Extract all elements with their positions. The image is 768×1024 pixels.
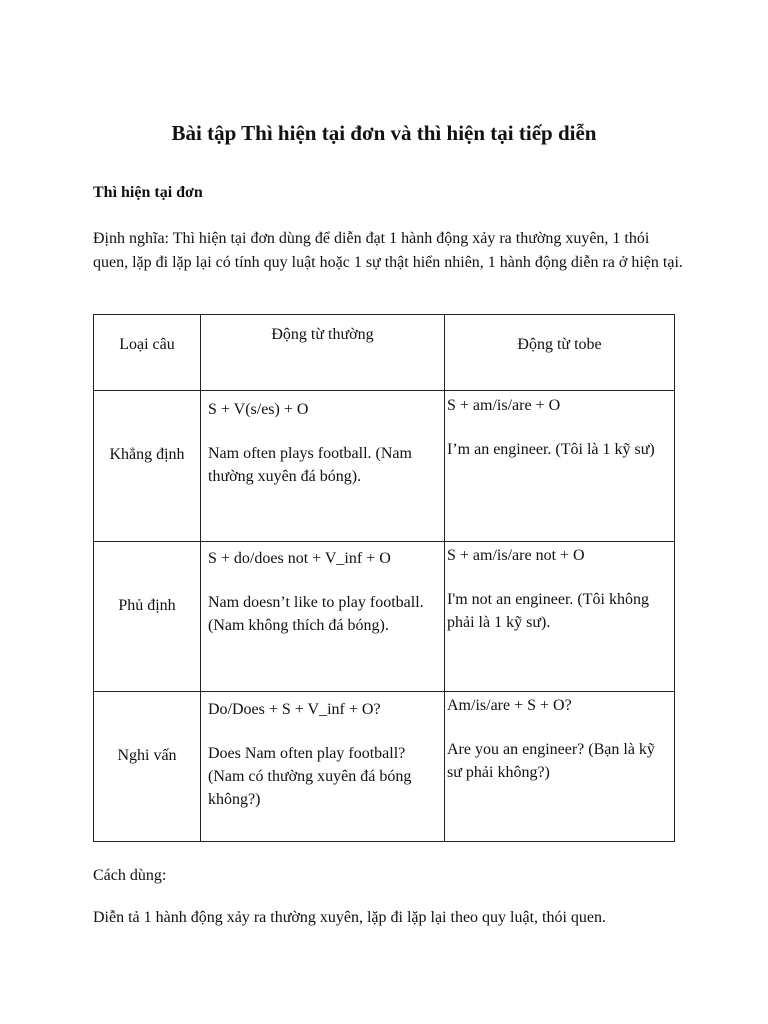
affirmative-tobe-formula: S + am/is/are + O — [447, 397, 561, 414]
negative-regular-example: Nam doesn’t like to play football. (Nam không thích đá bóng). — [208, 594, 424, 634]
negative-regular-formula: S + do/does not + V_inf + O — [208, 550, 391, 567]
negative-tobe-cell — [447, 544, 669, 634]
affirmative-regular-cell — [208, 398, 440, 488]
section-heading: Thì hiện tại đơn — [93, 184, 203, 201]
interrogative-tobe-example: Are you an engineer? (Bạn là kỹ sư phải không?) — [447, 741, 655, 781]
affirmative-regular-formula: S + V(s/es) + O — [208, 401, 309, 418]
negative-regular-cell — [208, 547, 440, 637]
affirmative-tobe-cell — [447, 394, 669, 461]
document-title: Bài tập Thì hiện tại đơn và thì hiện tại tiếp diễn — [171, 121, 597, 145]
table-row-divider — [94, 541, 674, 542]
header-tobe-verb: Động từ tobe — [517, 336, 602, 353]
interrogative-tobe-formula: Am/is/are + S + O? — [447, 697, 572, 714]
row-type-negative: Phủ định — [118, 597, 176, 614]
interrogative-regular-formula: Do/Does + S + V_inf + O? — [208, 701, 381, 718]
table-row-divider — [94, 691, 674, 692]
interrogative-regular-cell — [208, 698, 440, 811]
negative-tobe-formula: S + am/is/are not + O — [447, 547, 585, 564]
row-type-affirmative: Khẳng định — [109, 446, 185, 463]
interrogative-regular-example: Does Nam often play football? (Nam có thường xuyên đá bóng không?) — [208, 745, 412, 808]
table-row-divider — [94, 390, 674, 391]
definition-paragraph: Định nghĩa: Thì hiện tại đơn dùng để diễn đạt 1 hành động xảy ra thường xuyên, 1 thói quen, lặp đi lặp lại có tính quy luật hoặc 1 sự thật hiển nhiên, 1 hành động diễn ra ở hiện tại. — [93, 230, 683, 271]
grammar-table — [93, 314, 675, 842]
table-column-divider — [444, 315, 445, 841]
header-regular-verb: Động từ thường — [271, 326, 374, 343]
header-sentence-type: Loại câu — [119, 336, 175, 353]
interrogative-tobe-cell — [447, 694, 669, 784]
table-column-divider — [200, 315, 201, 841]
usage-paragraph: Diễn tả 1 hành động xảy ra thường xuyên, lặp đi lặp lại theo quy luật, thói quen. — [93, 909, 607, 926]
usage-label: Cách dùng: — [93, 867, 167, 884]
affirmative-regular-example: Nam often plays football. (Nam thường xuyên đá bóng). — [208, 445, 412, 485]
row-type-interrogative: Nghi vấn — [117, 747, 177, 764]
negative-tobe-example: I'm not an engineer. (Tôi không phải là 1 kỹ sư). — [447, 591, 649, 631]
affirmative-tobe-example: I’m an engineer. (Tôi là 1 kỹ sư) — [447, 441, 655, 458]
